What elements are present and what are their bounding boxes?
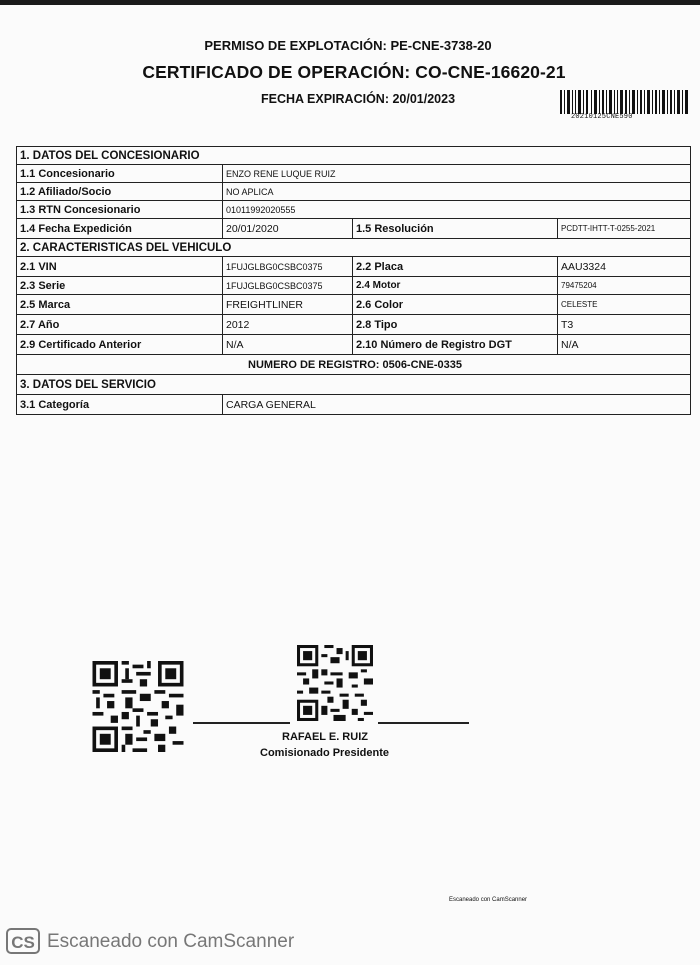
rtn-value: 01011992020555	[223, 201, 691, 219]
serie-label: 2.3 Serie	[17, 277, 223, 295]
serie-value: 1FUJGLBG0CSBC0375	[223, 277, 353, 295]
table-row	[17, 315, 691, 335]
motor-value: 79475204	[558, 277, 691, 295]
marca-value: FREIGHTLINER	[223, 295, 353, 315]
table-row	[17, 219, 691, 239]
certificado-anterior-value: N/A	[223, 335, 353, 355]
anio-label: 2.7 Año	[17, 315, 223, 335]
color-label: 2.6 Color	[353, 295, 558, 315]
afiliado-value: NO APLICA	[223, 183, 691, 201]
scanned-watermark-small: Escaneado con CamScanner	[449, 897, 528, 903]
categoria-value: CARGA GENERAL	[223, 395, 691, 415]
resolucion-label: 1.5 Resolución	[353, 219, 558, 239]
table-row	[17, 147, 691, 165]
qr-code-center	[297, 645, 373, 721]
camscanner-watermark: Escaneado con CamScanner	[47, 931, 295, 952]
afiliado-label: 1.2 Afiliado/Socio	[17, 183, 223, 201]
table-row	[17, 335, 691, 355]
numero-registro: NUMERO DE REGISTRO: 0506-CNE-0335	[17, 355, 691, 375]
marca-label: 2.5 Marca	[17, 295, 223, 315]
table-row	[17, 183, 691, 201]
certificate-table	[16, 146, 691, 415]
section-vehiculo: 2. CARACTERISTICAS DEL VEHICULO	[17, 239, 691, 257]
concesionario-value: ENZO RENE LUQUE RUIZ	[223, 165, 691, 183]
registro-dgt-label: 2.10 Número de Registro DGT	[353, 335, 558, 355]
qr-code-left	[92, 661, 184, 752]
table-row	[17, 375, 691, 395]
signature-line-left	[193, 722, 290, 724]
vin-value: 1FUJGLBG0CSBC0375	[223, 257, 353, 277]
table-row	[17, 277, 691, 295]
placa-label: 2.2 Placa	[353, 257, 558, 277]
resolucion-value: PCDTT-IHTT-T-0255-2021	[558, 219, 691, 239]
table-row	[17, 239, 691, 257]
signatory-title: Comisionado Presidente	[260, 747, 389, 759]
fecha-expiracion-heading: FECHA EXPIRACIÓN: 20/01/2023	[260, 92, 456, 106]
concesionario-label: 1.1 Concesionario	[17, 165, 223, 183]
certificado-heading: CERTIFICADO DE OPERACIÓN: CO-CNE-16620-21	[142, 62, 566, 82]
fecha-expedicion-value: 20/01/2020	[223, 219, 353, 239]
rtn-label: 1.3 RTN Concesionario	[17, 201, 223, 219]
table-row	[17, 201, 691, 219]
barcode-number: 20210125CNE590	[571, 113, 633, 121]
color-value: CELESTE	[558, 295, 691, 315]
tipo-label: 2.8 Tipo	[353, 315, 558, 335]
certificado-anterior-label: 2.9 Certificado Anterior	[17, 335, 223, 355]
top-edge-bar	[0, 0, 700, 5]
fecha-expedicion-label: 1.4 Fecha Expedición	[17, 219, 223, 239]
table-row	[17, 257, 691, 277]
registro-dgt-value: N/A	[558, 335, 691, 355]
anio-value: 2012	[223, 315, 353, 335]
camscanner-logo-icon: CS	[6, 928, 40, 954]
table-row	[17, 295, 691, 315]
signature-line-right	[378, 722, 469, 724]
table-row	[17, 395, 691, 415]
barcode	[560, 90, 688, 114]
signatory-name: RAFAEL E. RUIZ	[282, 731, 368, 743]
permiso-heading: PERMISO DE EXPLOTACIÓN: PE-CNE-3738-20	[204, 38, 492, 53]
tipo-value: T3	[558, 315, 691, 335]
motor-label: 2.4 Motor	[353, 277, 558, 295]
table-row	[17, 355, 691, 375]
section-concesionario: 1. DATOS DEL CONCESIONARIO	[17, 147, 691, 165]
placa-value: AAU3324	[558, 257, 691, 277]
categoria-label: 3.1 Categoría	[17, 395, 223, 415]
section-servicio: 3. DATOS DEL SERVICIO	[17, 375, 691, 395]
table-row	[17, 165, 691, 183]
vin-label: 2.1 VIN	[17, 257, 223, 277]
